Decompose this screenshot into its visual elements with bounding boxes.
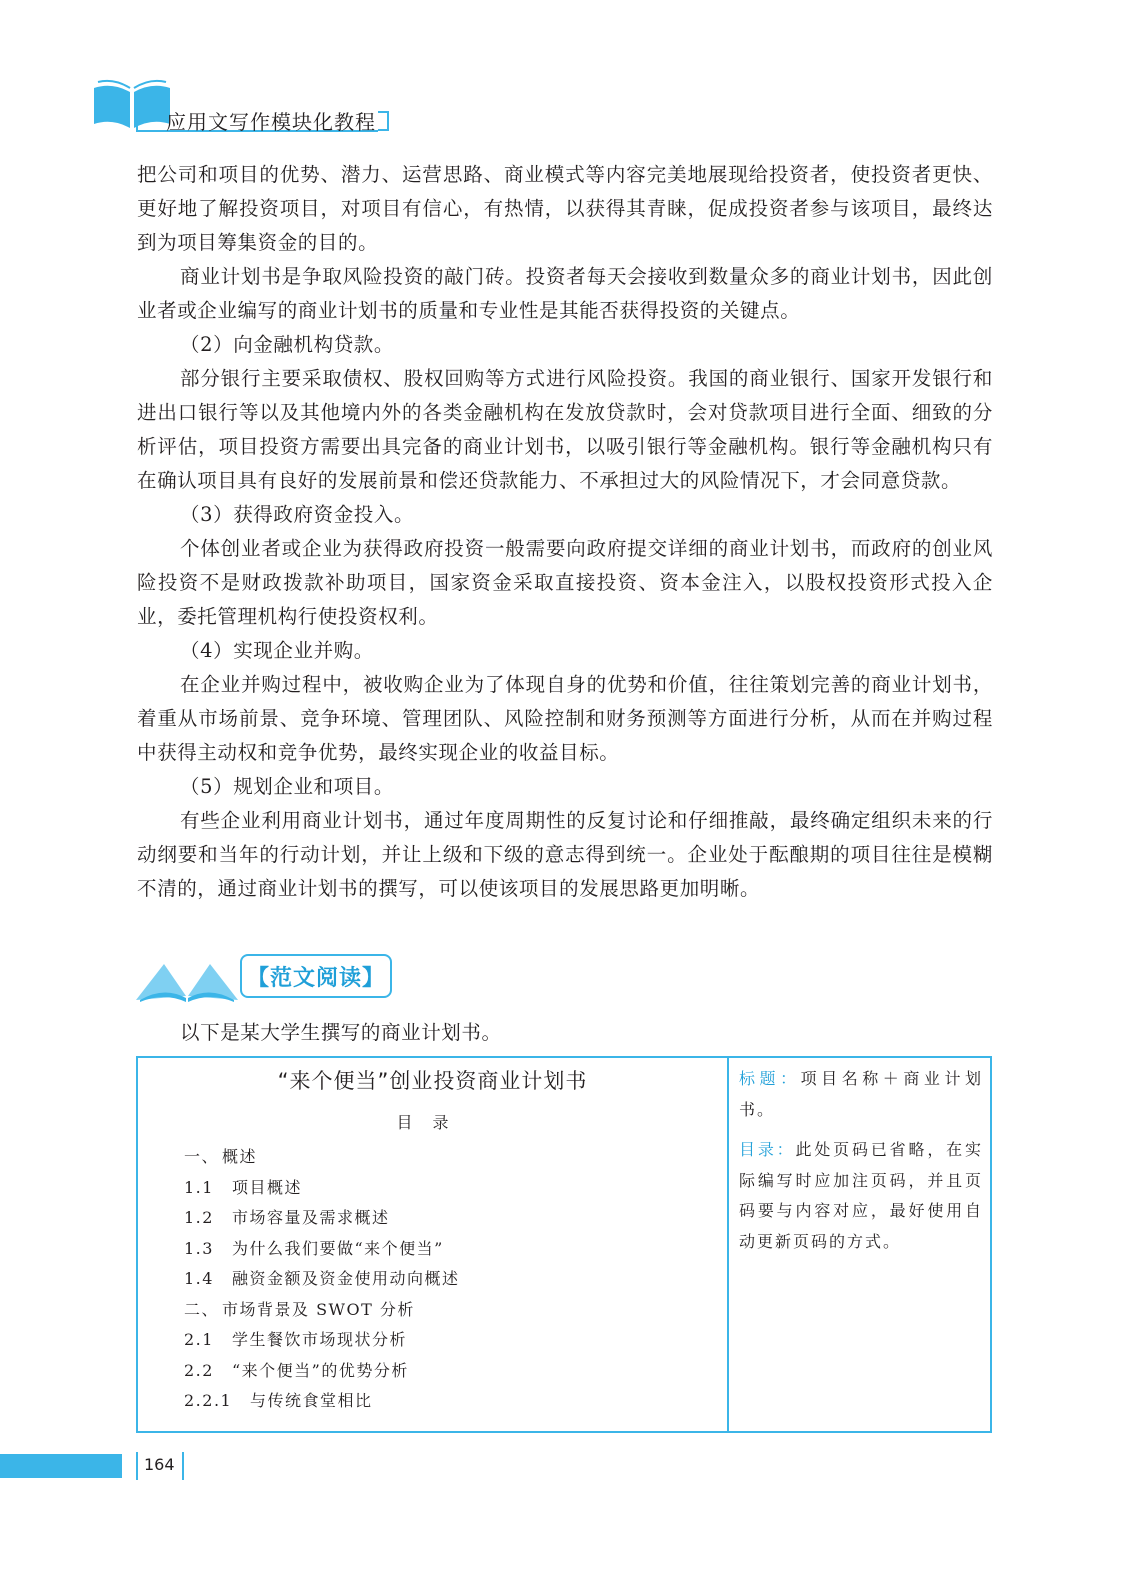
toc-number: 2.2.1	[184, 1391, 233, 1410]
annotation-key: 目录：	[739, 1140, 796, 1159]
body-text	[137, 158, 993, 906]
toc-text: 项目概述	[232, 1177, 303, 1197]
paragraph: 把公司和项目的优势、潜力、运营思路、商业模式等内容完美地展现给投资者，使投资者更快、更好地了解投资项目，对项目有信心，有热情，以获得其青睐，促成投资者参与该项目，最终达到为项目筹集资金的目的。	[137, 163, 993, 254]
annotation-item	[739, 1135, 983, 1257]
toc-entry	[184, 1203, 460, 1234]
toc-number: 1.2	[184, 1208, 214, 1227]
footer-rule	[182, 1452, 184, 1480]
annotation-text: 此处页码已省略，在实际编写时应加注页码，并且页码要与内容对应，最好使用自动更新页码的方式。	[739, 1140, 983, 1251]
section-banner	[134, 952, 404, 1008]
subheading: （2）向金融机构贷款。	[180, 333, 395, 356]
subheading: （4）实现企业并购。	[180, 639, 374, 662]
section-intro: 以下是某大学生撰写的商业计划书。	[180, 1021, 502, 1044]
toc-entry	[184, 1234, 460, 1265]
toc-text: 学生餐饮市场现状分析	[232, 1330, 408, 1349]
header-bracket-ornament	[376, 110, 390, 132]
paragraph: 商业计划书是争取风险投资的敲门砖。投资者每天会接收到数量众多的商业计划书，因此创业者或企业编写的商业计划书的质量和专业性是其能否获得投资的关键点。	[137, 265, 993, 322]
toc-number: 2.2	[184, 1360, 214, 1380]
toc-text: 概述	[222, 1147, 258, 1166]
book-title: 应用文写作模块化教程	[166, 110, 376, 134]
toc-entry	[184, 1142, 460, 1173]
toc-entry	[184, 1325, 460, 1356]
toc-text: “来个便当”的优势分析	[232, 1360, 409, 1380]
column-divider	[727, 1058, 729, 1431]
sample-document-box	[136, 1056, 992, 1433]
annotation-text: 项目名称＋商业计划书。	[739, 1069, 983, 1119]
toc-entry	[184, 1264, 460, 1295]
toc-number: 一、	[184, 1147, 220, 1166]
annotation-column	[739, 1064, 983, 1267]
toc-text: 与传统食堂相比	[250, 1391, 373, 1410]
toc-entry	[184, 1295, 460, 1326]
page-number: 164	[144, 1455, 175, 1474]
section-label: 【范文阅读】	[240, 954, 392, 998]
toc-entry	[184, 1173, 460, 1204]
footer-rule	[136, 1452, 138, 1480]
toc-text: 市场容量及需求概述	[232, 1208, 390, 1227]
toc-entry	[184, 1386, 460, 1417]
open-book-icon	[134, 956, 240, 1004]
table-of-contents	[184, 1142, 460, 1417]
subheading: （3）获得政府资金投入。	[180, 503, 415, 526]
toc-heading: 目录	[396, 1113, 469, 1132]
toc-number: 1.1	[184, 1177, 214, 1197]
toc-entry	[184, 1356, 460, 1387]
paragraph: 部分银行主要采取债权、股权回购等方式进行风险投资。我国的商业银行、国家开发银行和进出口银行等以及其他境内外的各类金融机构在发放贷款时，会对贷款项目进行全面、细致的分析评估，项目投资方需要出具完备的商业计划书，以吸引银行等金融机构。银行等金融机构只有在确认项目具有良好的发展前景和偿还贷款能力、不承担过大的风险情况下，才会同意贷款。	[137, 367, 993, 492]
toc-text: 融资金额及资金使用动向概述	[232, 1269, 460, 1288]
annotation-key: 标题：	[739, 1069, 801, 1088]
toc-number: 1.3	[184, 1238, 214, 1258]
toc-text: 市场背景及 SWOT 分析	[222, 1299, 415, 1319]
paragraph: 在企业并购过程中，被收购企业为了体现自身的优势和价值，往往策划完善的商业计划书，着重从市场前景、竞争环境、管理团队、风险控制和财务预测等方面进行分析，从而在并购过程中获得主动权和竞争优势，最终实现企业的收益目标。	[137, 673, 993, 764]
sample-title: “来个便当”创业投资商业计划书	[277, 1069, 588, 1093]
paragraph: 有些企业利用商业计划书，通过年度周期性的反复讨论和仔细推敲，最终确定组织未来的行动纲要和当年的行动计划，并让上级和下级的意志得到统一。企业处于酝酿期的项目往往是模糊不清的，通过商业计划书的撰写，可以使该项目的发展思路更加明晰。	[137, 809, 993, 900]
toc-text: 为什么我们要做“来个便当”	[232, 1238, 444, 1258]
paragraph: 个体创业者或企业为获得政府投资一般需要向政府提交详细的商业计划书，而政府的创业风险投资不是财政拨款补助项目，国家资金采取直接投资、资本金注入，以股权投资形式投入企业，委托管理机构行使投资权利。	[137, 537, 993, 628]
footer-accent-bar	[0, 1454, 122, 1478]
page-header	[92, 78, 402, 138]
annotation-item	[739, 1064, 983, 1125]
toc-number: 1.4	[184, 1269, 214, 1288]
subheading: （5）规划企业和项目。	[180, 775, 395, 798]
toc-number: 2.1	[184, 1330, 214, 1349]
toc-number: 二、	[184, 1299, 220, 1319]
